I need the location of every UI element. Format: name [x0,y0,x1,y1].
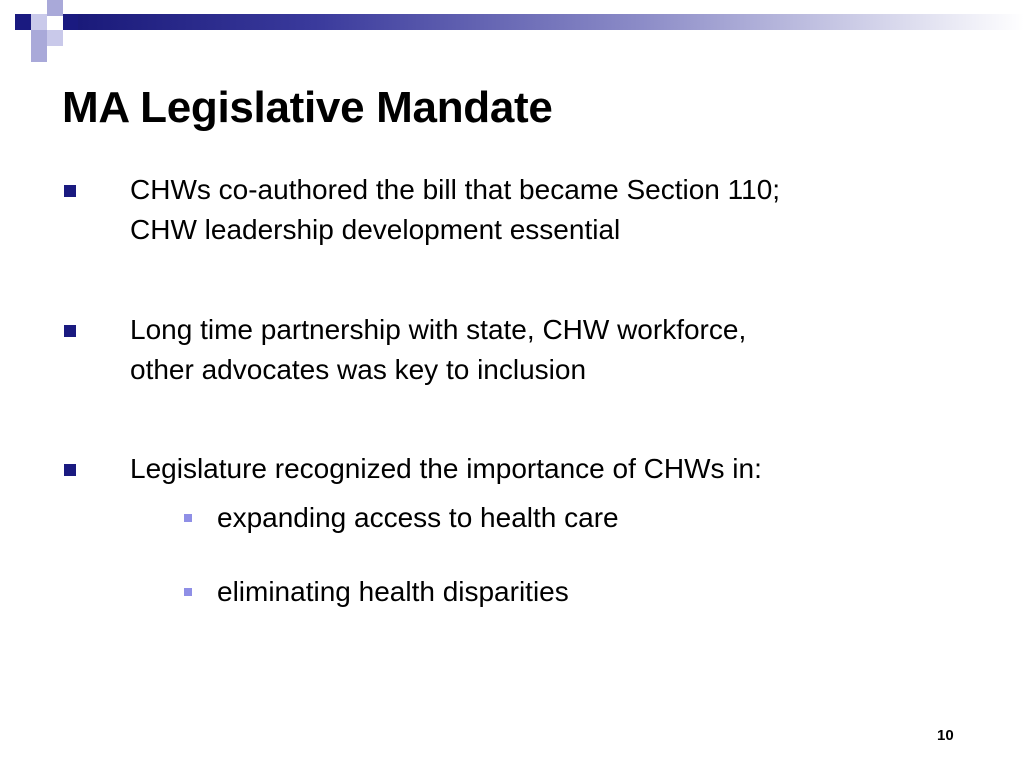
bullet-text-line-2: CHW leadership development essential [130,214,621,245]
decor-square-lavender-1 [47,0,63,16]
bullet-text-line-1: Legislature recognized the importance of CHWs in: [130,453,762,484]
decor-square-lavender-3 [31,46,47,62]
header-gradient-band [78,14,1024,30]
decor-square-navy-2 [63,14,79,30]
square-bullet-icon [64,325,76,337]
bullet-text-line-1: Long time partnership with state, CHW workforce, [130,314,747,345]
decor-square-light-2 [47,30,63,46]
sub-square-bullet-icon [184,514,192,522]
bullet-text-line-2: other advocates was key to inclusion [130,354,587,385]
decor-square-lavender-2 [31,30,47,46]
square-bullet-icon [64,185,76,197]
decor-square-light-1 [31,14,47,30]
sub-bullet-text: expanding access to health care [217,502,619,533]
bullet-text-line-1: CHWs co-authored the bill that became Section 110; [130,174,781,205]
square-bullet-icon [64,464,76,476]
slide-title: MA Legislative Mandate [62,83,553,132]
decor-square-navy-1 [15,14,31,30]
sub-square-bullet-icon [184,588,192,596]
sub-bullet-text: eliminating health disparities [217,576,569,607]
page-number: 10 [937,727,954,744]
